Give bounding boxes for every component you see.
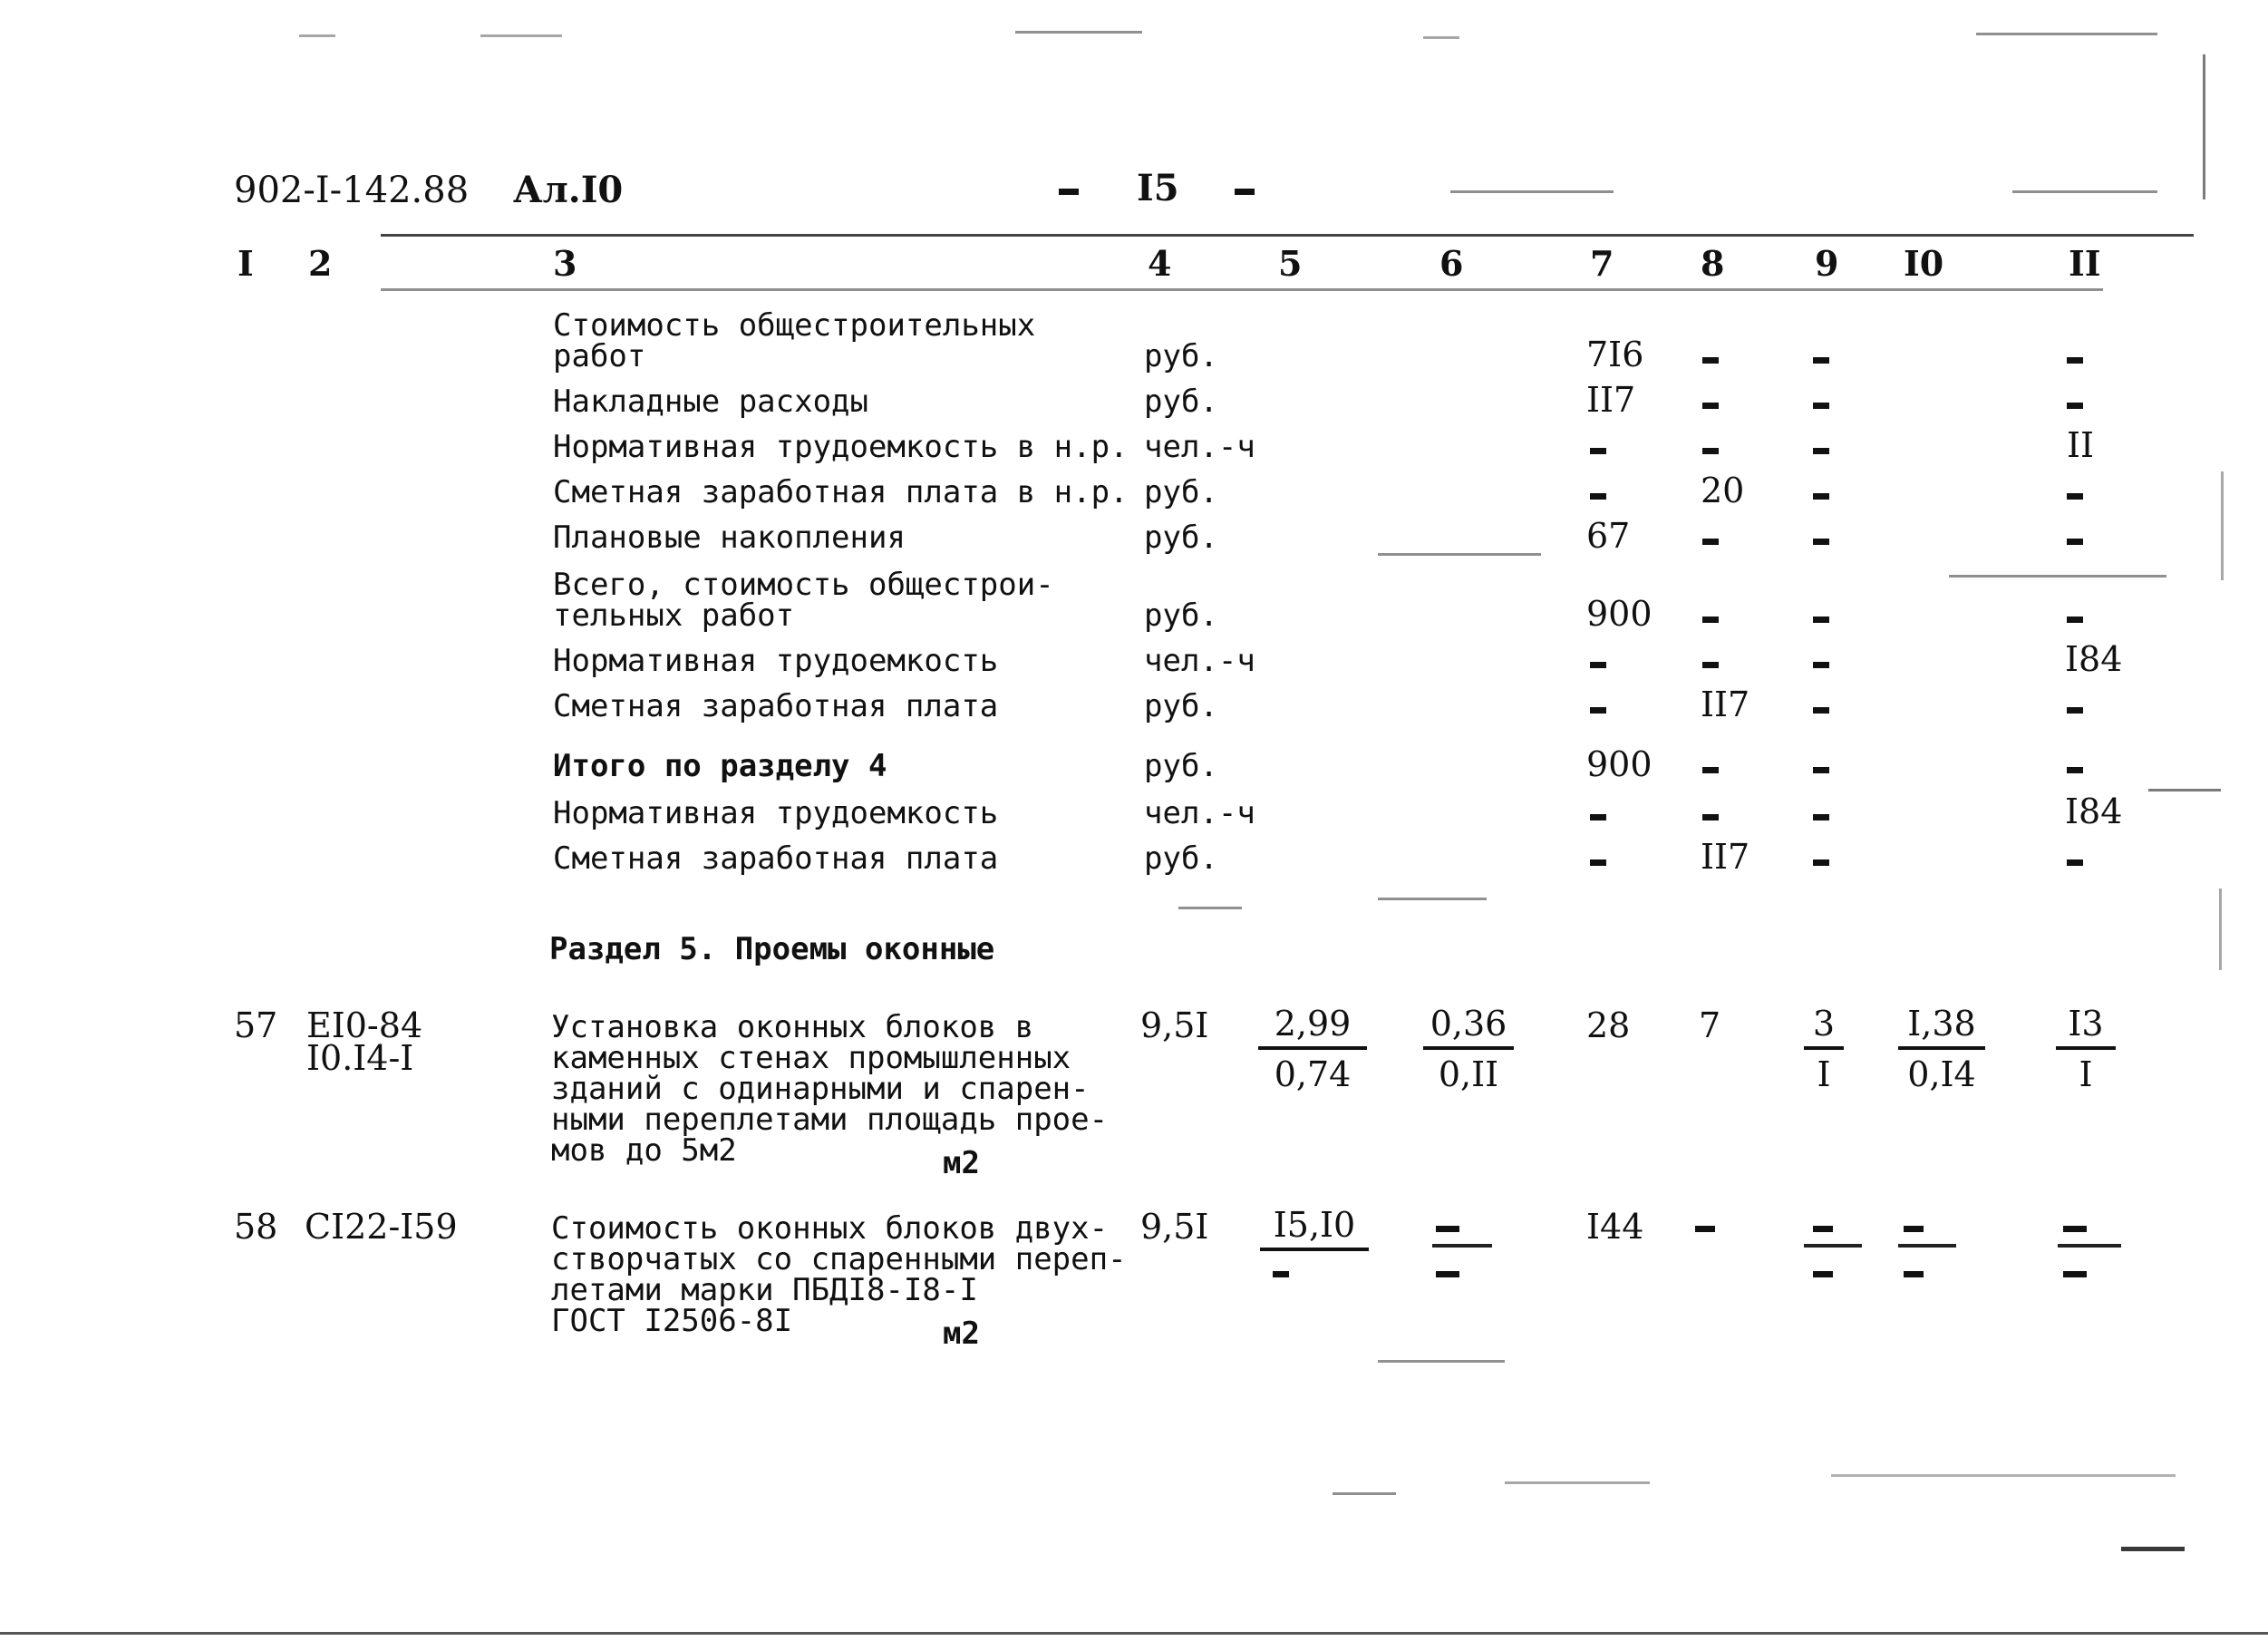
- row-name: Нормативная трудоемкость: [553, 795, 999, 831]
- scan-artifact: [1015, 31, 1142, 34]
- fraction-top: 3: [1804, 1006, 1844, 1050]
- item-value-col7: 28: [1586, 1005, 1631, 1045]
- fraction-bar: [1898, 1244, 1956, 1248]
- row-dash-col7: [1590, 814, 1606, 820]
- page-bottom-edge: [0, 1632, 2268, 1635]
- row-dash-col7: [1590, 448, 1606, 454]
- header-dash: [1059, 189, 1079, 195]
- row-dash-col11: [2067, 357, 2083, 364]
- row-unit: чел.-ч: [1144, 795, 1255, 831]
- item-unit: м2: [943, 1316, 980, 1352]
- fraction-bottom: I: [2079, 1054, 2093, 1094]
- scan-artifact: [2012, 190, 2157, 193]
- row-dash-col11: [2067, 859, 2083, 866]
- row-dash-col11: [2067, 617, 2083, 623]
- row-dash-col9: [1813, 357, 1829, 364]
- fraction-top: I,38: [1898, 1006, 1985, 1050]
- scan-artifact: [1378, 898, 1487, 900]
- page-number: I5: [1137, 167, 1179, 209]
- fraction-bottom-dash: [1273, 1271, 1289, 1277]
- fraction-col5: [1258, 1006, 1367, 1092]
- row-dash-col9: [1813, 448, 1829, 454]
- row-unit: руб.: [1144, 840, 1218, 877]
- fraction-col10: [1898, 1006, 1985, 1092]
- fraction-top-dash: [1813, 1226, 1833, 1232]
- item-value-col7: I44: [1586, 1207, 1644, 1247]
- item-value-col8: 7: [1699, 1005, 1721, 1045]
- scan-artifact: [1976, 33, 2157, 35]
- row-value-col7: 900: [1586, 744, 1653, 784]
- row-dash-col8: [1702, 539, 1719, 545]
- row-dash-col8: [1702, 357, 1719, 364]
- fraction-bottom-dash: [2063, 1271, 2087, 1277]
- fraction-bar: [2058, 1244, 2121, 1248]
- scan-artifact: [1949, 575, 2166, 578]
- scan-artifact: [1505, 1481, 1650, 1484]
- fraction-top: I5,I0: [1260, 1208, 1369, 1251]
- item-unit: м2: [943, 1145, 980, 1181]
- row-dash-col8: [1702, 662, 1719, 668]
- fraction-bottom-dash: [1436, 1271, 1459, 1277]
- row-unit: руб.: [1144, 519, 1218, 556]
- row-name: Стоимость общестроительных: [553, 307, 1036, 344]
- scan-artifact: [1450, 190, 1614, 193]
- row-value-col8: II7: [1701, 837, 1750, 877]
- column-header-8: 8: [1701, 243, 1725, 284]
- fraction-bottom: 0,74: [1274, 1054, 1352, 1094]
- column-header-10: I0: [1904, 243, 1944, 284]
- row-name: Сметная заработная плата: [553, 688, 999, 724]
- fraction-top-dash: [2063, 1226, 2087, 1232]
- row-dash-col7: [1590, 662, 1606, 668]
- row-name: Накладные расходы: [553, 384, 868, 420]
- row-value-col11: II: [2067, 425, 2095, 465]
- row-value-col7: II7: [1586, 380, 1636, 420]
- item-desc-line: створчатых со спаренными переп-: [551, 1241, 1127, 1277]
- fraction-top: 2,99: [1258, 1006, 1367, 1050]
- row-name-cont: тельных работ: [553, 597, 795, 634]
- item-number: 58: [234, 1207, 278, 1247]
- row-name: Сметная заработная плата: [553, 840, 999, 877]
- fraction-bottom: 0,I4: [1907, 1054, 1976, 1094]
- section-total-label: Итого по разделу 4: [553, 748, 887, 784]
- row-dash-col7: [1590, 493, 1606, 500]
- row-dash-col8: [1702, 814, 1719, 820]
- row-dash-col11: [2067, 403, 2083, 409]
- fraction-bar: [1432, 1244, 1492, 1248]
- scan-artifact: [2121, 1547, 2185, 1551]
- scan-artifact: [1333, 1492, 1396, 1495]
- row-value-col7: 900: [1586, 594, 1653, 634]
- row-dash-col8: [1702, 617, 1719, 623]
- row-dash-col11: [2067, 707, 2083, 714]
- row-name: Сметная заработная плата в н.р.: [553, 474, 1129, 510]
- item-desc-line: зданий с одинарными и спарен-: [551, 1071, 1090, 1107]
- column-header-7: 7: [1590, 243, 1614, 284]
- scan-artifact: [1378, 553, 1541, 556]
- header-dash: [1235, 189, 1255, 195]
- scan-artifact: [480, 34, 562, 37]
- row-dash-col9: [1813, 707, 1829, 714]
- fraction-bottom: 0,II: [1438, 1054, 1499, 1094]
- item-code: CI22-I59: [305, 1207, 458, 1247]
- row-dash-col8: [1702, 403, 1719, 409]
- scan-artifact: [1178, 907, 1242, 909]
- album-number: Ал.I0: [513, 169, 624, 211]
- row-dash-col11: [2067, 539, 2083, 545]
- scan-artifact: [2203, 54, 2205, 199]
- row-value-col11: I84: [2065, 639, 2123, 679]
- row-unit: чел.-ч: [1144, 429, 1255, 465]
- row-dash-col8: [1702, 448, 1719, 454]
- item-desc-line: Стоимость оконных блоков двух-: [551, 1210, 1109, 1247]
- section-heading: Раздел 5. Проемы оконные: [549, 931, 995, 967]
- fraction-top-dash: [1904, 1226, 1924, 1232]
- item-quantity: 9,5I: [1140, 1207, 1209, 1247]
- item-desc-line: ГОСТ I2506-8I: [551, 1303, 793, 1339]
- row-name: Всего, стоимость общестрои-: [553, 567, 1054, 603]
- scan-artifact: [1423, 36, 1459, 39]
- item-desc-line: мов до 5м2: [551, 1132, 737, 1169]
- item-quantity: 9,5I: [1140, 1005, 1209, 1045]
- fraction-top-dash: [1436, 1226, 1459, 1232]
- row-dash-col9: [1813, 539, 1829, 545]
- scan-artifact: [299, 34, 335, 37]
- row-dash-col9: [1813, 814, 1829, 820]
- item-desc-line: Установка оконных блоков в: [551, 1009, 1034, 1045]
- fraction-col5: [1260, 1205, 1369, 1251]
- row-dash-col8: [1702, 767, 1719, 773]
- row-dash-col7: [1590, 707, 1606, 714]
- row-name: Плановые накопления: [553, 519, 906, 556]
- row-dash-col9: [1813, 403, 1829, 409]
- scan-artifact: [1378, 1360, 1505, 1363]
- column-header-6: 6: [1439, 243, 1464, 284]
- row-value-col7: 67: [1586, 516, 1631, 556]
- scan-artifact: [1831, 1474, 2176, 1477]
- row-unit: руб.: [1144, 748, 1218, 784]
- item-code-sub: I0.I4-I: [306, 1038, 414, 1078]
- fraction-bottom: I: [1817, 1054, 1831, 1094]
- column-header-11: II: [2069, 243, 2101, 284]
- row-unit: чел.-ч: [1144, 643, 1255, 679]
- column-header-9: 9: [1815, 243, 1839, 284]
- item-desc-line: ными переплетами площадь прое-: [551, 1102, 1109, 1138]
- row-dash-col8: [1695, 1226, 1715, 1232]
- column-header-4: 4: [1148, 243, 1172, 284]
- row-dash-col9: [1813, 617, 1829, 623]
- scan-artifact: [2219, 888, 2222, 970]
- row-unit: руб.: [1144, 474, 1218, 510]
- item-desc-line: каменных стенах промышленных: [551, 1040, 1071, 1076]
- row-name: Нормативная трудоемкость: [553, 643, 999, 679]
- row-dash-col9: [1813, 662, 1829, 668]
- column-header-2: 2: [308, 243, 333, 284]
- row-dash-col9: [1813, 859, 1829, 866]
- header-rule: [381, 234, 2194, 237]
- row-unit: руб.: [1144, 597, 1218, 634]
- column-header-1: I: [237, 243, 254, 284]
- row-value-col8: II7: [1701, 685, 1750, 724]
- item-desc-line: летами марки ПБДI8-I8-I: [551, 1272, 978, 1308]
- column-header-3: 3: [553, 243, 577, 284]
- row-unit: руб.: [1144, 384, 1218, 420]
- row-dash-col11: [2067, 767, 2083, 773]
- row-dash-col9: [1813, 767, 1829, 773]
- fraction-top: I3: [2056, 1006, 2116, 1050]
- fraction-col9: [1804, 1006, 1844, 1092]
- fraction-bottom-dash: [1904, 1271, 1924, 1277]
- row-name: Нормативная трудоемкость в н.р.: [553, 429, 1129, 465]
- scan-artifact: [2148, 789, 2221, 791]
- column-header-5: 5: [1278, 243, 1303, 284]
- fraction-col11: [2056, 1006, 2116, 1092]
- fraction-bar: [1804, 1244, 1862, 1248]
- row-unit: руб.: [1144, 688, 1218, 724]
- fraction-col6: [1423, 1006, 1514, 1092]
- item-number: 57: [234, 1005, 278, 1045]
- document-code: 902-I-142.88: [234, 170, 470, 211]
- row-value-col8: 20: [1701, 471, 1745, 510]
- fraction-top: 0,36: [1423, 1006, 1514, 1050]
- row-dash-col9: [1813, 493, 1829, 500]
- row-name-cont: работ: [553, 338, 646, 374]
- fraction-bottom-dash: [1813, 1271, 1833, 1277]
- scan-artifact: [2221, 471, 2224, 580]
- row-unit: руб.: [1144, 338, 1218, 374]
- item-code: EI0-84: [306, 1005, 423, 1045]
- row-dash-col7: [1590, 859, 1606, 866]
- row-value-col11: I84: [2065, 791, 2123, 831]
- column-rule: [381, 288, 2103, 291]
- row-dash-col11: [2067, 493, 2083, 500]
- row-value-col7: 7I6: [1586, 335, 1644, 374]
